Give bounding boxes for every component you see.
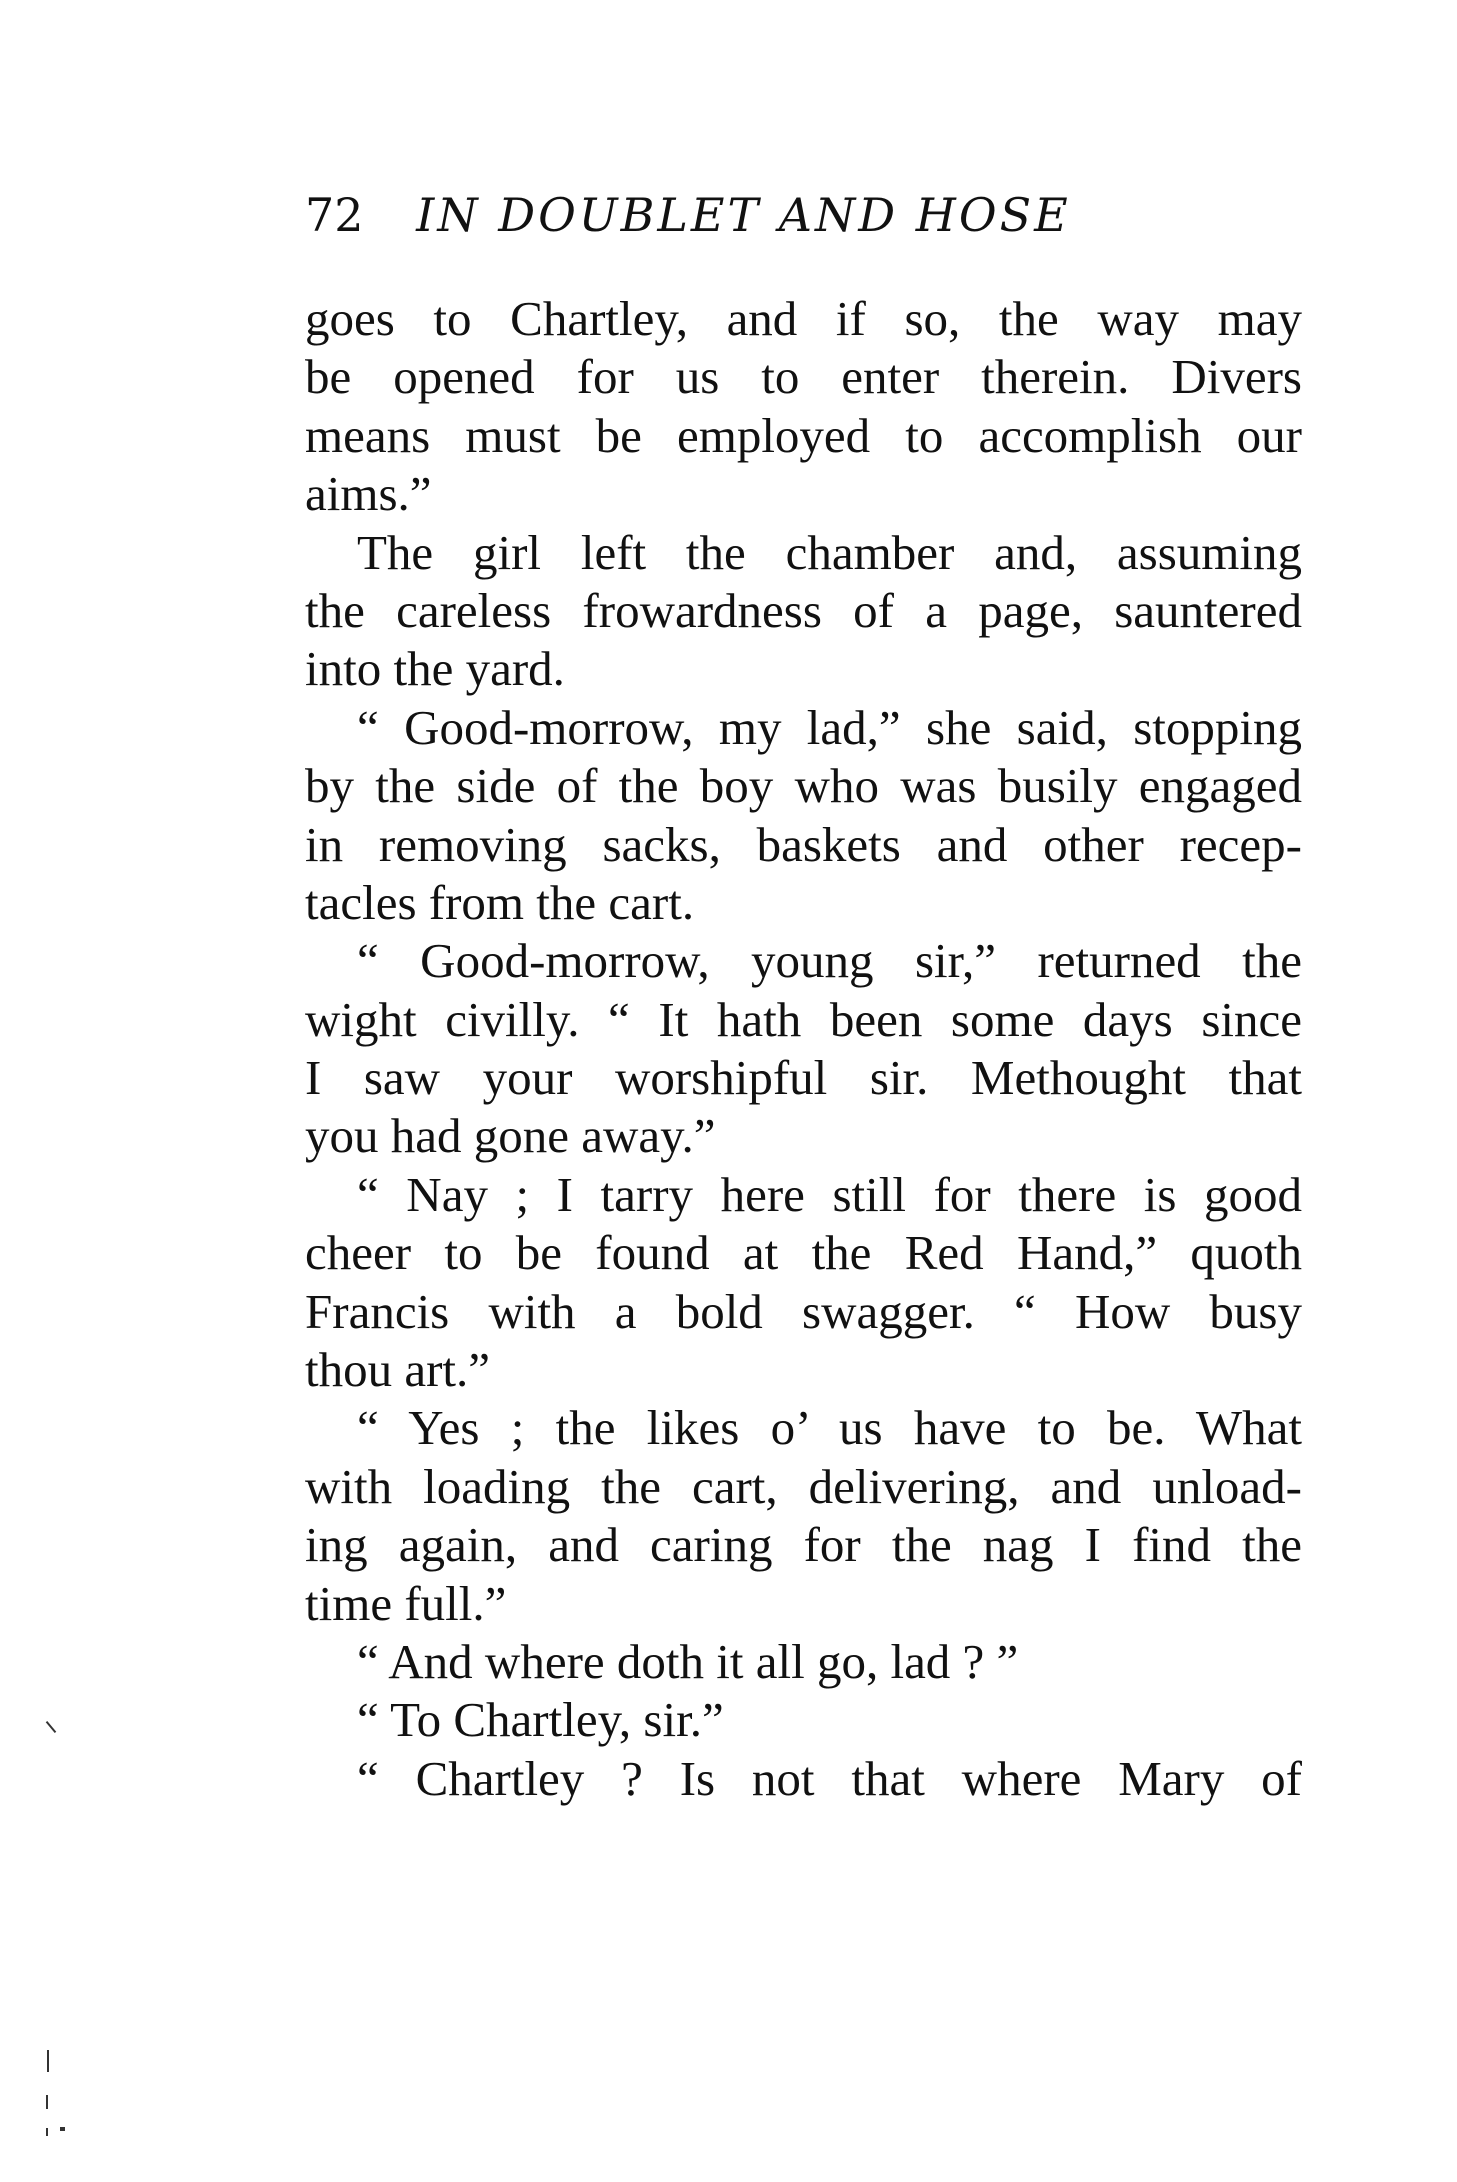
text-line: with loading the cart, delivering, and unload- bbox=[305, 1458, 1302, 1514]
text-line: “ Chartley ? Is not that where Mary of bbox=[357, 1750, 1302, 1806]
scan-speck bbox=[46, 2095, 48, 2109]
text-line: “ Good-morrow, young sir,” returned the bbox=[357, 933, 1302, 989]
text-line: Francis with a bold swagger. “ How busy bbox=[305, 1283, 1302, 1339]
text-line: into the yard. bbox=[305, 641, 565, 697]
text-line: “ Good-morrow, my lad,” she said, stopping bbox=[357, 699, 1302, 755]
scan-speck bbox=[46, 1721, 57, 1733]
text-line: cheer to be found at the Red Hand,” quoth bbox=[305, 1225, 1302, 1281]
text-line: thou art.” bbox=[305, 1342, 491, 1398]
text-line: aims.” bbox=[305, 466, 432, 522]
text-line: I saw your worshipful sir. Methought that bbox=[305, 1050, 1302, 1106]
page-body-text bbox=[305, 290, 1302, 1808]
text-line: ing again, and caring for the nag I find the bbox=[305, 1517, 1302, 1573]
page-number: 72 bbox=[305, 188, 364, 242]
scan-speck bbox=[60, 2127, 65, 2131]
text-line: “ To Chartley, sir.” bbox=[357, 1692, 724, 1748]
running-header bbox=[305, 188, 1205, 242]
text-line: “ Yes ; the likes o’ us have to be. What bbox=[357, 1400, 1302, 1456]
text-line: The girl left the chamber and, assuming bbox=[357, 524, 1302, 580]
text-line: the careless frowardness of a page, sauntered bbox=[305, 582, 1302, 638]
text-line: wight civilly. “ It hath been some days since bbox=[305, 991, 1302, 1047]
text-line: time full.” bbox=[305, 1575, 507, 1631]
running-title: IN DOUBLET AND HOSE bbox=[416, 188, 1071, 242]
scan-speck bbox=[47, 2050, 49, 2072]
text-line: by the side of the boy who was busily engaged bbox=[305, 758, 1302, 814]
text-line: in removing sacks, baskets and other recep- bbox=[305, 816, 1302, 872]
scan-speck bbox=[46, 2128, 48, 2136]
text-line: means must be employed to accomplish our bbox=[305, 407, 1302, 463]
text-line: tacles from the cart. bbox=[305, 874, 695, 930]
text-line: “ And where doth it all go, lad ? ” bbox=[357, 1633, 1019, 1689]
text-line: you had gone away.” bbox=[305, 1108, 716, 1164]
text-line: goes to Chartley, and if so, the way may bbox=[305, 291, 1302, 346]
text-line: be opened for us to enter therein. Divers bbox=[305, 349, 1302, 405]
text-line: “ Nay ; I tarry here still for there is good bbox=[357, 1166, 1302, 1222]
